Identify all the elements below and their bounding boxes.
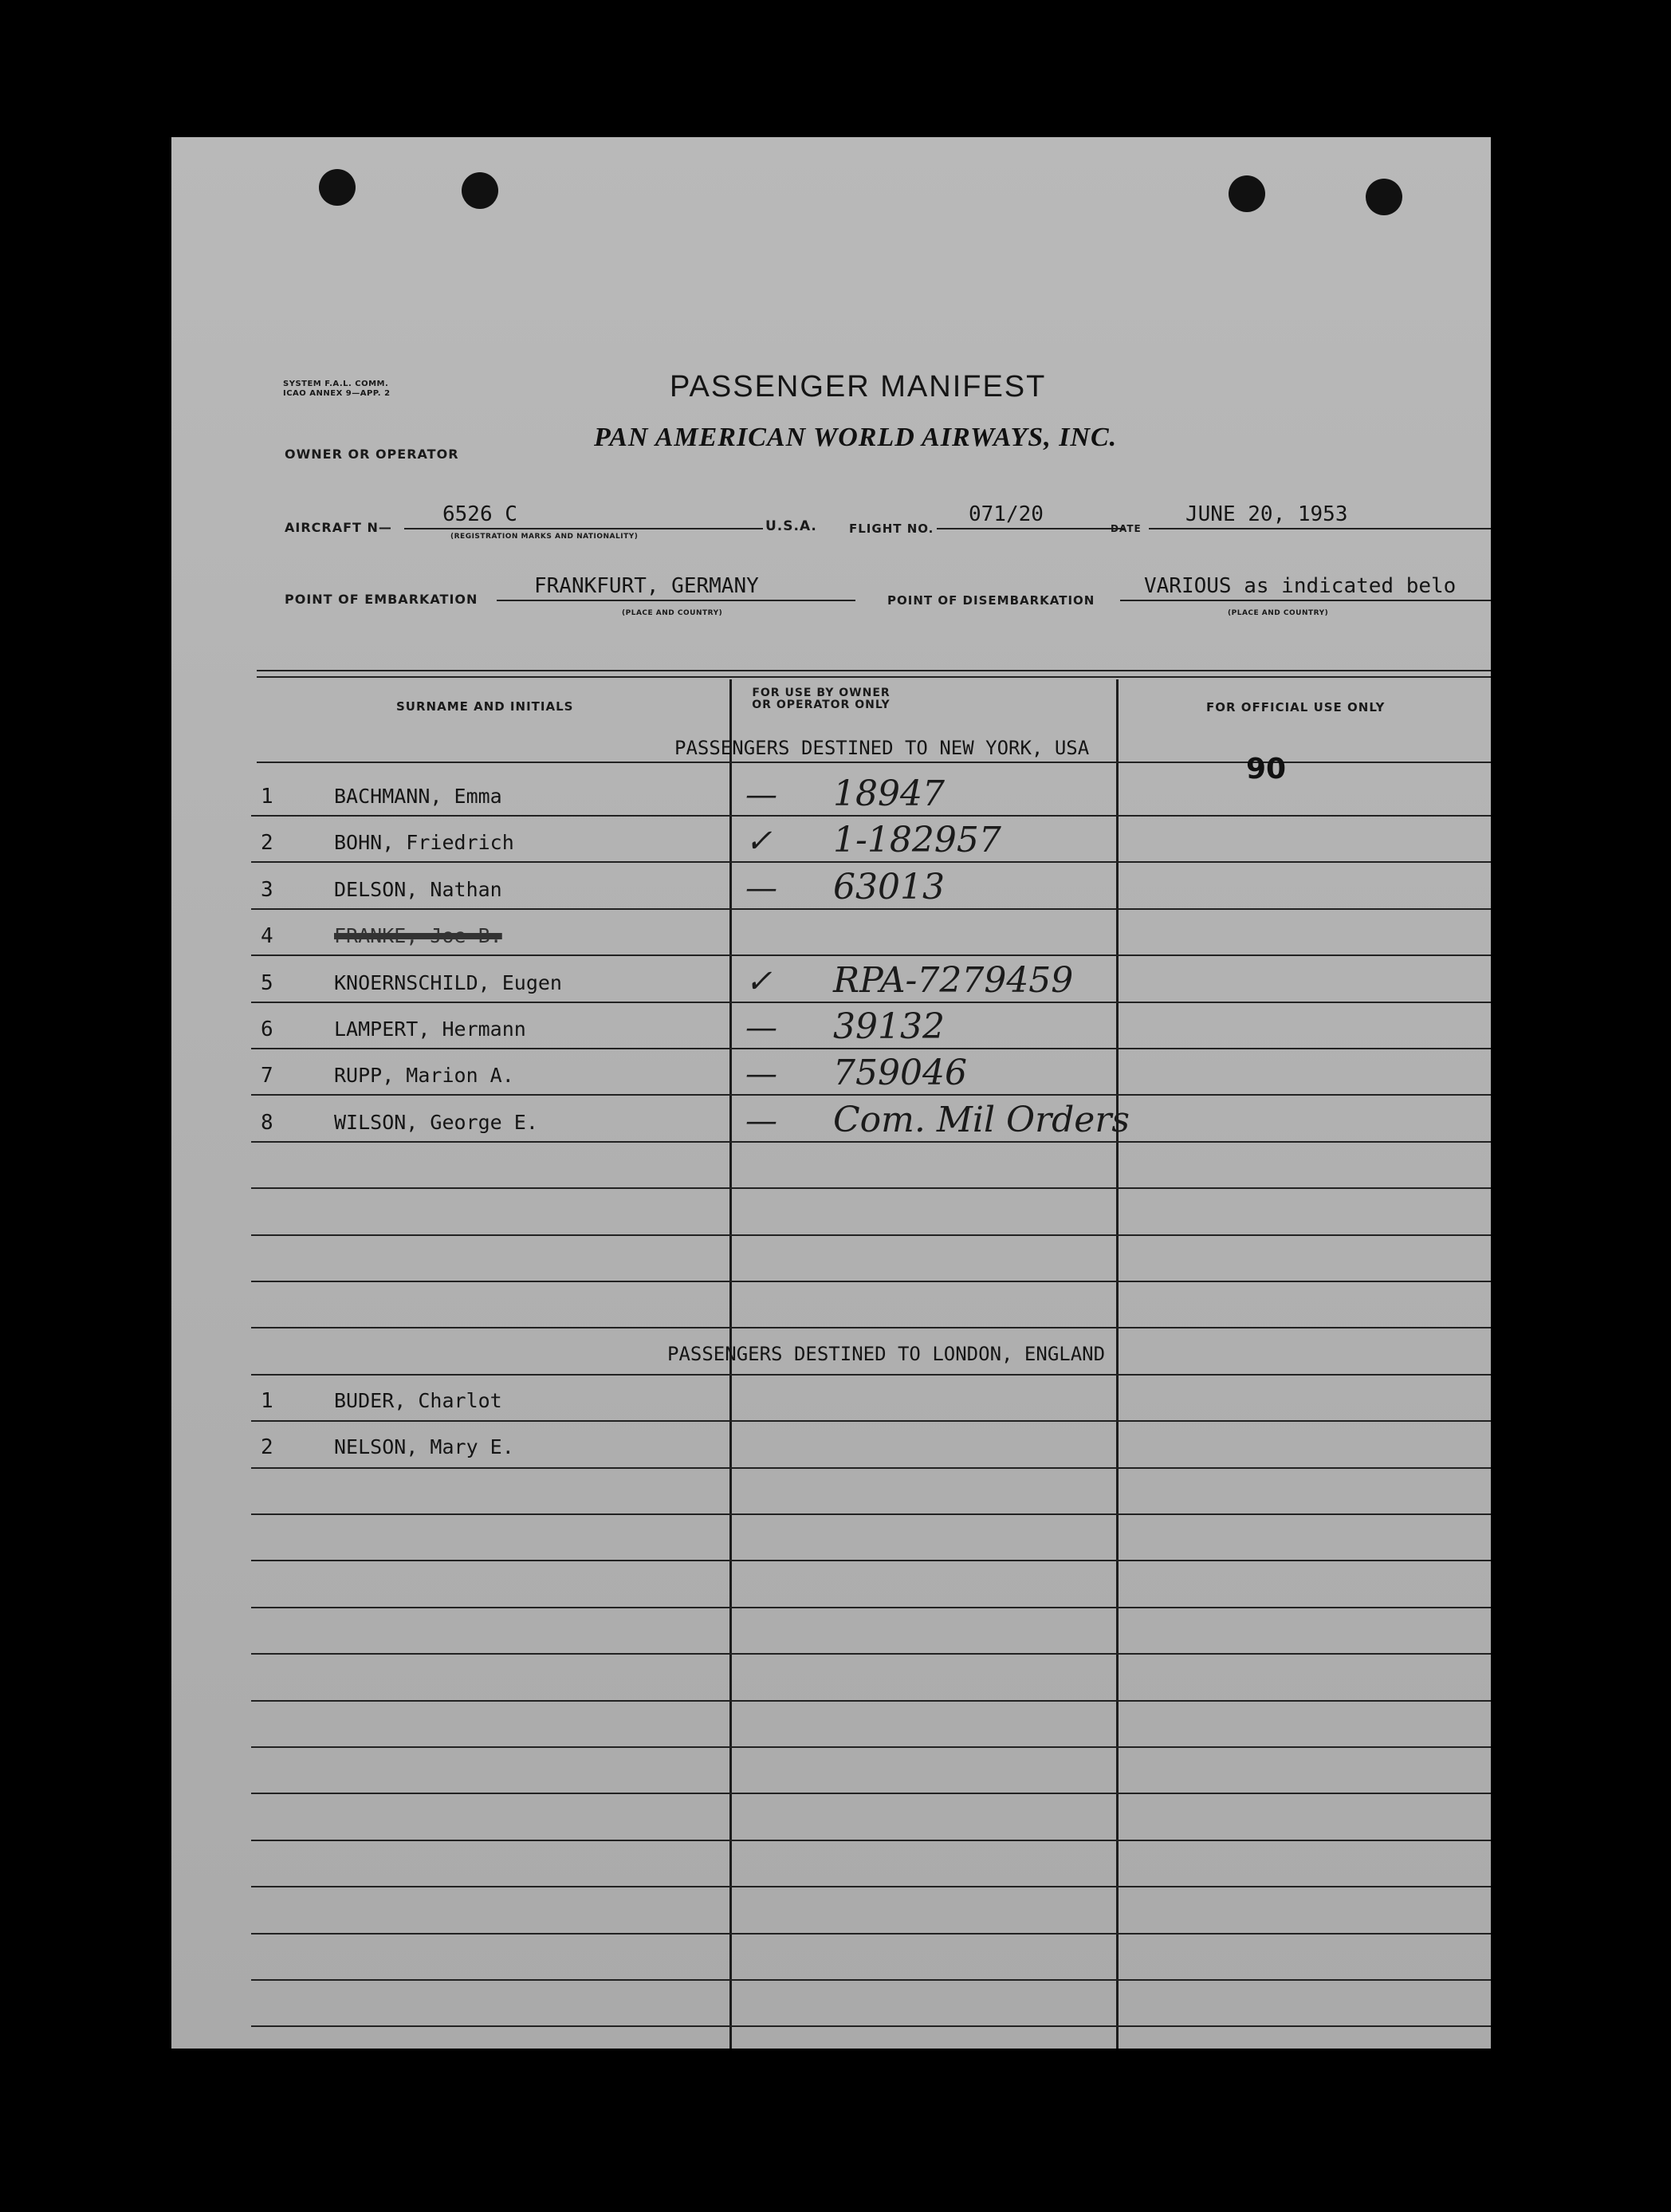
table-rule [257,670,1491,671]
row-number: 1 [261,1389,273,1413]
flight-label: FLIGHT NO. [849,522,934,536]
verification-mark: — [745,869,777,907]
verification-mark: ✓ [745,823,773,860]
passenger-name: BOHN, Friedrich [334,831,514,855]
table-rule [251,1327,1491,1328]
row-number: 7 [261,1064,273,1088]
table-rule [251,1700,1491,1702]
passenger-name: BUDER, Charlot [334,1389,502,1412]
table-rule [251,1560,1491,1561]
verification-mark: — [745,1056,777,1093]
handwritten-note: 18947 [833,773,945,814]
col-header-names: SURNAME AND INITIALS [396,699,574,714]
group-heading: PASSENGERS DESTINED TO LONDON, ENGLAND [667,1343,1106,1365]
table-rule [257,676,1491,678]
place-caption-2: (PLACE AND COUNTRY) [1228,609,1329,617]
manifest-sheet [171,137,1491,2049]
table-rule [251,1234,1491,1236]
passenger-name: BACHMANN, Emma [334,785,502,808]
handwritten-note: 759046 [833,1053,967,1094]
punch-hole [462,172,498,209]
passenger-name: KNOERNSCHILD, Eugen [334,970,562,994]
passenger-row [171,1099,1491,1157]
passenger-name: LAMPERT, Hermann [334,1017,526,1041]
table-rule [251,2025,1491,2027]
table-rule [251,1187,1491,1189]
handwritten-note: 39132 [833,1006,945,1047]
embarkation-underline [497,600,855,601]
table-rule [251,1374,1491,1376]
official-number: 90 [1246,753,1287,785]
disembarkation-label: POINT OF DISEMBARKATION [887,593,1095,608]
date-underline [1149,528,1491,529]
table-rule [251,1607,1491,1608]
aircraft-underline [404,528,763,529]
table-rule [251,1281,1491,1282]
place-caption: (PLACE AND COUNTRY) [622,609,723,617]
aircraft-value: 6526 C [442,502,517,526]
date-value: JUNE 20, 1953 [1185,502,1348,526]
row-number: 2 [261,831,273,856]
row-number: 8 [261,1110,273,1135]
table-rule [251,1793,1491,1794]
disembarkation-underline [1120,600,1491,601]
table-rule [251,1840,1491,1841]
table-rule [251,1979,1491,1981]
verification-mark: — [745,1010,777,1046]
embarkation-value: FRANKFURT, GERMANY [534,574,759,598]
table-rule [251,1653,1491,1655]
row-number: 1 [261,785,273,809]
punch-hole [1366,179,1402,215]
form-reference [283,380,391,399]
row-number: 2 [261,1435,273,1460]
company-name: PAN AMERICAN WORLD AIRWAYS, INC. [594,423,1118,452]
embarkation-label: POINT OF EMBARKATION [285,592,478,607]
aircraft-label: AIRCRAFT N— [285,520,392,535]
handwritten-note: Com. Mil Orders [833,1099,1130,1140]
passenger-row [171,1389,1491,1435]
page-title: PASSENGER MANIFEST [670,370,1047,403]
table-rule [257,762,1491,763]
passenger-row [171,1435,1491,1482]
table-rule [251,1746,1491,1748]
flight-underline [937,528,1124,529]
verification-mark: ✓ [745,962,773,1000]
nationality-label: U.S.A. [765,518,817,534]
table-rule [251,1513,1491,1515]
table-rule [251,1886,1491,1887]
group-heading: PASSENGERS DESTINED TO NEW YORK, USA [674,737,1090,759]
passenger-row [171,924,1491,970]
passenger-row [171,866,1491,924]
col-header-owner-line: FOR USE BY OWNER [752,687,891,699]
col-header-owner-line: OR OPERATOR ONLY [752,699,891,711]
verification-mark: — [745,1102,777,1139]
flight-value: 071/20 [969,502,1044,526]
date-label: DATE [1111,523,1142,534]
passenger-row [171,820,1491,877]
punch-hole [1229,175,1265,212]
passenger-name: RUPP, Marion A. [334,1064,514,1088]
owner-label: OWNER OR OPERATOR [285,447,459,462]
row-number: 4 [261,924,273,949]
row-number: 6 [261,1017,273,1041]
registration-caption: (REGISTRATION MARKS AND NATIONALITY) [450,533,639,541]
passenger-name: NELSON, Mary E. [334,1435,514,1459]
passenger-name: WILSON, George E. [334,1110,538,1134]
passenger-name: DELSON, Nathan [334,877,502,901]
passenger-row [171,773,1491,831]
passenger-row [171,959,1491,1017]
col-header-official: FOR OFFICIAL USE ONLY [1206,700,1386,714]
handwritten-note: 63013 [833,866,945,907]
handwritten-note: RPA-7279459 [833,959,1074,1001]
handwritten-note: 1-182957 [833,820,1001,861]
passenger-name: FRANKE, Joe B. [334,924,502,948]
row-number: 5 [261,970,273,995]
form-reference-line: SYSTEM F.A.L. COMM. [283,380,389,388]
table-rule [251,1933,1491,1935]
disembarkation-value: VARIOUS as indicated belo [1144,574,1457,598]
row-number: 3 [261,877,273,902]
col-header-owner [729,687,913,711]
verification-mark: — [745,777,777,813]
form-reference-line: ICAO ANNEX 9—APP. 2 [283,389,391,398]
punch-hole [319,169,356,206]
passenger-row [171,1053,1491,1110]
passenger-row [171,1006,1491,1064]
